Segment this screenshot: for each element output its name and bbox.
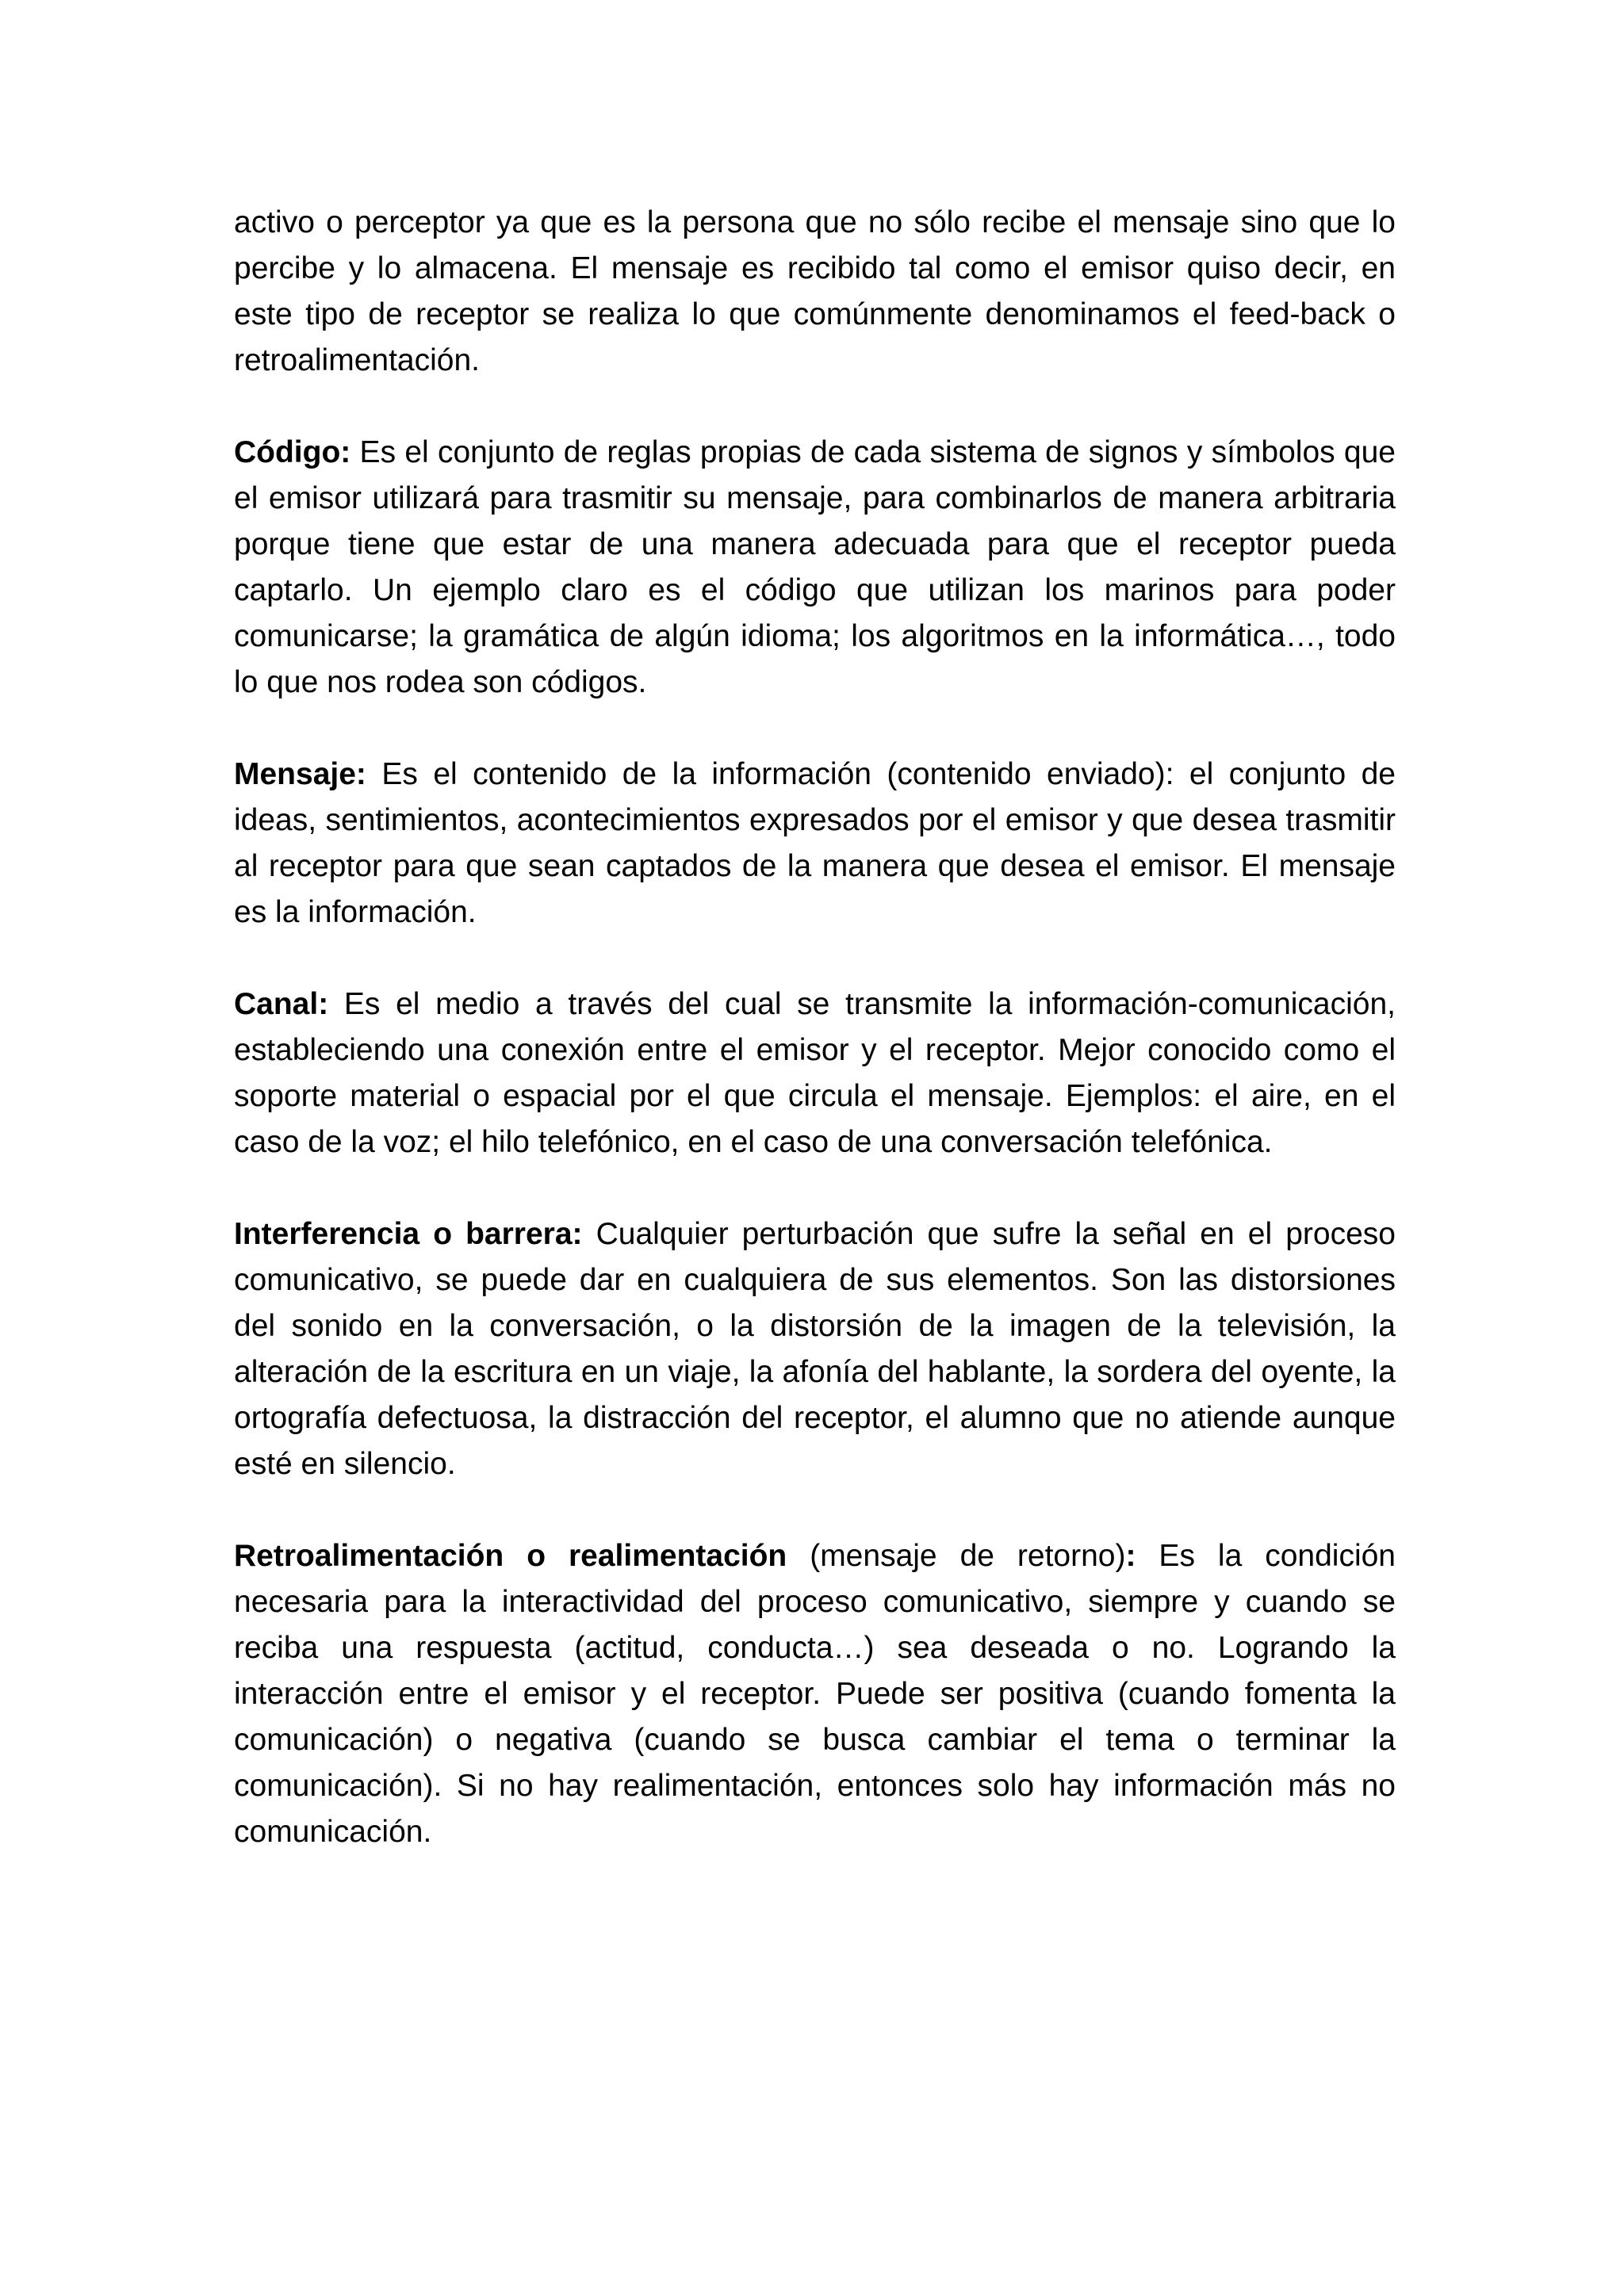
paragraph-text: Es la condición necesaria para la interactividad del proceso comunicativo, siempre y cuando se reciba una respuesta (actitud, conducta…) sea deseada o no. Logrando la interacción entre el emisor y el receptor. Puede ser positiva (cuando fomenta la comunicación) o negativa (cuando se busca cambiar el tema o terminar la comunicación). Si no hay realimentación, entonces solo hay información más no comunicación. xyxy=(234,1539,1396,1849)
term-codigo: Código: xyxy=(234,435,351,469)
term-interferencia: Interferencia o barrera: xyxy=(234,1217,583,1251)
paragraph-mensaje xyxy=(234,752,1396,936)
paragraph-canal xyxy=(234,982,1396,1165)
paragraph-interferencia xyxy=(234,1211,1396,1487)
term-retroalimentacion: Retroalimentación o realimentación xyxy=(234,1539,787,1573)
document-body xyxy=(234,200,1396,1901)
term-canal: Canal: xyxy=(234,987,329,1021)
paragraph-text: Cualquier perturbación que sufre la señal en el proceso comunicativo, se puede dar en cualquiera de sus elementos. Son las distorsiones del sonido en la conversación, o la distorsión de la imagen de la televisión, la alteración de la escritura en un viaje, la afonía del hablante, la sordera del oyente, la ortografía defectuosa, la distracción del receptor, el alumno que no atiende aunque esté en silencio. xyxy=(234,1217,1396,1481)
term-aside: (mensaje de retorno) xyxy=(787,1539,1126,1573)
paragraph-text: Es el medio a través del cual se transmite la información-comunicación, estableciendo una conexión entre el emisor y el receptor. Mejor conocido como el soporte material o espacial por el que circula el mensaje. Ejemplos: el aire, en el caso de la voz; el hilo telefónico, en el caso de una conversación telefónica. xyxy=(234,987,1396,1159)
paragraph-codigo xyxy=(234,430,1396,706)
paragraph-text: activo o perceptor ya que es la persona que no sólo recibe el mensaje sino que lo percibe y lo almacena. El mensaje es recibido tal como el emisor quiso decir, en este tipo de receptor se realiza lo que comúnmente denominamos el feed-back o retroalimentación. xyxy=(234,205,1396,377)
paragraph-retroalimentacion xyxy=(234,1533,1396,1855)
paragraph-receptor-continuation xyxy=(234,200,1396,384)
paragraph-text: Es el conjunto de reglas propias de cada sistema de signos y símbolos que el emisor utilizará para trasmitir su mensaje, para combinarlos de manera arbitraria porque tiene que estar de una manera adecuada para que el receptor pueda captarlo. Un ejemplo claro es el código que utilizan los marinos para poder comunicarse; la gramática de algún idioma; los algoritmos en la informática…, todo lo que nos rodea son códigos. xyxy=(234,435,1396,699)
term-mensaje: Mensaje: xyxy=(234,757,366,791)
paragraph-text: Es el contenido de la información (contenido enviado): el conjunto de ideas, sentimientos, acontecimientos expresados por el emisor y que desea trasmitir al receptor para que sean captados de la manera que desea el emisor. El mensaje es la información. xyxy=(234,757,1396,929)
term-colon: : xyxy=(1125,1539,1136,1573)
